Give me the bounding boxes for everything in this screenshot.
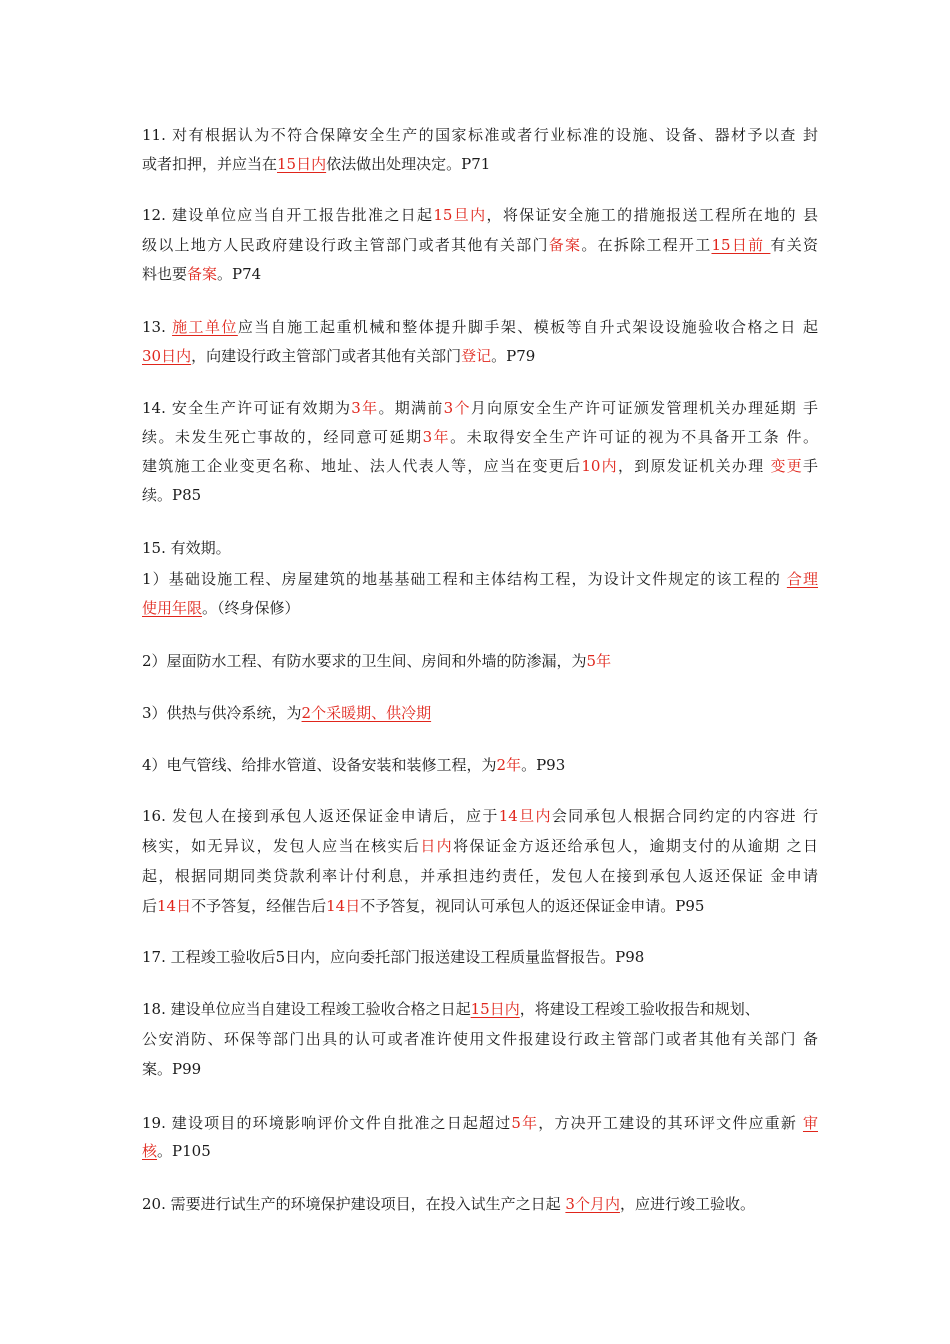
text-segment: 11. 对有根据认为不符合保障安全生产的国家标准或者行业标准的设施、设备、器材予以查 封 <box>142 126 818 144</box>
text-segment: 。P105 <box>157 1142 211 1160</box>
highlighted-term: 5年 <box>511 1114 539 1132</box>
text-segment: ，到原发证机关办理 <box>617 457 771 475</box>
text-segment: 。（终身保修） <box>202 599 300 617</box>
highlighted-term: 备案 <box>548 236 582 254</box>
text-segment: 案。P99 <box>142 1060 202 1078</box>
highlighted-term: 合理 <box>786 570 818 588</box>
text-line <box>142 1025 818 1053</box>
text-segment: 19. 建设项目的环境影响评价文件自批准之日起超过 <box>142 1114 512 1132</box>
highlighted-term: 备案 <box>187 265 218 283</box>
text-segment: ，将保证安全施工的措施报送工程所在地的 县 <box>486 206 819 224</box>
text-line <box>142 862 818 890</box>
text-segment: 17. 工程竣工验收后5日内，应向委托部门报送建设工程质量监督报告。P98 <box>142 948 645 966</box>
highlighted-term: 核 <box>142 1142 158 1160</box>
text-segment: 。期满前 <box>378 399 444 417</box>
text-segment: 依法做出处理决定。P71 <box>326 155 491 173</box>
text-line <box>142 201 818 229</box>
text-line <box>142 1190 818 1218</box>
text-line <box>142 1137 818 1165</box>
highlighted-term: 14旦内 <box>498 807 552 825</box>
text-line <box>142 121 818 149</box>
highlighted-term: 3年 <box>422 428 451 446</box>
text-line <box>142 647 818 675</box>
highlighted-term: 10内 <box>581 457 618 475</box>
text-segment: 2）屋面防水工程、有防水要求的卫生间、房间和外墙的防渗漏，为 <box>142 652 587 670</box>
text-line <box>142 260 818 288</box>
highlighted-term: 审 <box>802 1114 818 1132</box>
text-segment: 手 <box>802 457 818 475</box>
text-line <box>142 534 818 562</box>
text-segment: 续。P85 <box>142 486 202 504</box>
text-segment: 13. <box>142 318 173 336</box>
text-segment: 20. 需要进行试生产的环境保护建设项目，在投入试生产之日起 <box>142 1195 566 1213</box>
text-segment: 。P79 <box>491 347 536 365</box>
text-segment: 应当自施工起重机械和整体提升脚手架、模板等自升式架设设施验收合格之日 起 <box>237 318 818 336</box>
highlighted-term: 使用年限 <box>142 599 203 617</box>
highlighted-term: 登记 <box>461 347 492 365</box>
text-segment: ，应进行竣工验收。 <box>619 1195 755 1213</box>
text-line <box>142 1055 818 1083</box>
text-line <box>142 594 818 622</box>
highlighted-term: 15旦内 <box>433 206 487 224</box>
highlighted-term: 2年 <box>496 756 522 774</box>
text-line <box>142 699 818 727</box>
highlighted-term: 14日 <box>326 897 361 915</box>
text-segment: 续。未发生死亡事故的，经同意可延期 <box>142 428 423 446</box>
text-line <box>142 943 818 971</box>
text-segment: 后 <box>142 897 158 915</box>
highlighted-term: 日内 <box>420 837 454 855</box>
highlighted-term: 变更 <box>770 457 803 475</box>
text-segment: 级以上地方人民政府建设行政主管部门或者其他有关部门 <box>142 236 549 254</box>
text-line <box>142 802 818 830</box>
text-segment: 起，根据同期同类贷款利率计付利息，并承担违约责任，发包人在接到承包人返还保证 金申请 <box>142 867 818 885</box>
text-segment: 将保证金方返还给承包人，逾期支付的从逾期 之日 <box>453 837 818 855</box>
text-line <box>142 423 818 451</box>
text-segment: 12. 建设单位应当自开工报告批准之日起 <box>142 206 434 224</box>
text-line <box>142 313 818 341</box>
text-line <box>142 481 818 509</box>
highlighted-term: 14日 <box>157 897 192 915</box>
text-segment: 建筑施工企业变更名称、地址、法人代表人等，应当在变更后 <box>142 457 582 475</box>
text-segment: ，将建设工程竣工验收报告和规划、 <box>519 1000 760 1018</box>
text-segment: 不予答复，经催告后 <box>191 897 327 915</box>
text-segment: 16. 发包人在接到承包人返还保证金申请后，应于 <box>142 807 499 825</box>
text-segment: 4）电气管线、给排水管道、设备安装和装修工程，为 <box>142 756 497 774</box>
text-segment: 月向原安全生产许可证颁发管理机关办理延期 手 <box>470 399 818 417</box>
text-line <box>142 342 818 370</box>
highlighted-term: 30日内 <box>142 347 192 365</box>
text-segment: 有关资 <box>770 236 818 254</box>
highlighted-term: 15日内 <box>470 1000 520 1018</box>
highlighted-term: 2个采暖期、供冷期 <box>301 704 432 722</box>
text-segment: 15. 有效期。 <box>142 539 231 557</box>
text-segment: 料也要 <box>142 265 188 283</box>
highlighted-term: 3个月内 <box>565 1195 620 1213</box>
text-segment: 。未取得安全生产许可证的视为不具备开工条 件。 <box>450 428 818 446</box>
text-segment: 3）供热与供冷系统，为 <box>142 704 302 722</box>
text-segment: 不予答复，视同认可承包人的返还保证金申请。P95 <box>360 897 705 915</box>
text-segment: 。在拆除工程开工 <box>581 236 712 254</box>
text-line <box>142 394 818 422</box>
text-line <box>142 751 818 779</box>
text-segment: 核实，如无异议，发包人应当在核实后 <box>142 837 421 855</box>
highlighted-term: 施工单位 <box>172 318 238 336</box>
highlighted-term: 3年 <box>351 399 379 417</box>
highlighted-term: 15日前 <box>711 236 771 254</box>
text-segment: 18. 建设单位应当自建设工程竣工验收合格之日起 <box>142 1000 471 1018</box>
text-line <box>142 892 818 920</box>
text-line <box>142 452 818 480</box>
text-line <box>142 150 818 178</box>
text-segment: ，方决开工建设的其环评文件应重新 <box>538 1114 803 1132</box>
text-segment: 。P74 <box>217 265 262 283</box>
highlighted-term: 15日内 <box>277 155 327 173</box>
highlighted-term: 3个 <box>443 399 471 417</box>
text-segment: 。P93 <box>521 756 566 774</box>
text-segment: 或者扣押，并应当在 <box>142 155 278 173</box>
text-line <box>142 231 818 259</box>
text-line <box>142 565 818 593</box>
text-segment: 14. 安全生产许可证有效期为 <box>142 399 352 417</box>
text-segment: ，向建设行政主管部门或者其他有关部门 <box>191 347 462 365</box>
text-segment: 公安消防、环保等部门出具的认可或者准许使用文件报建设行政主管部门或者其他有关部门 备 <box>142 1030 818 1048</box>
text-segment: 会同承包人根据合同约定的内容进 行 <box>551 807 818 825</box>
highlighted-term: 5年 <box>586 652 612 670</box>
text-line <box>142 995 818 1023</box>
text-line <box>142 1109 818 1137</box>
text-line <box>142 832 818 860</box>
text-segment: 1）基础设施工程、房屋建筑的地基基础工程和主体结构工程，为设计文件规定的该工程的 <box>142 570 787 588</box>
